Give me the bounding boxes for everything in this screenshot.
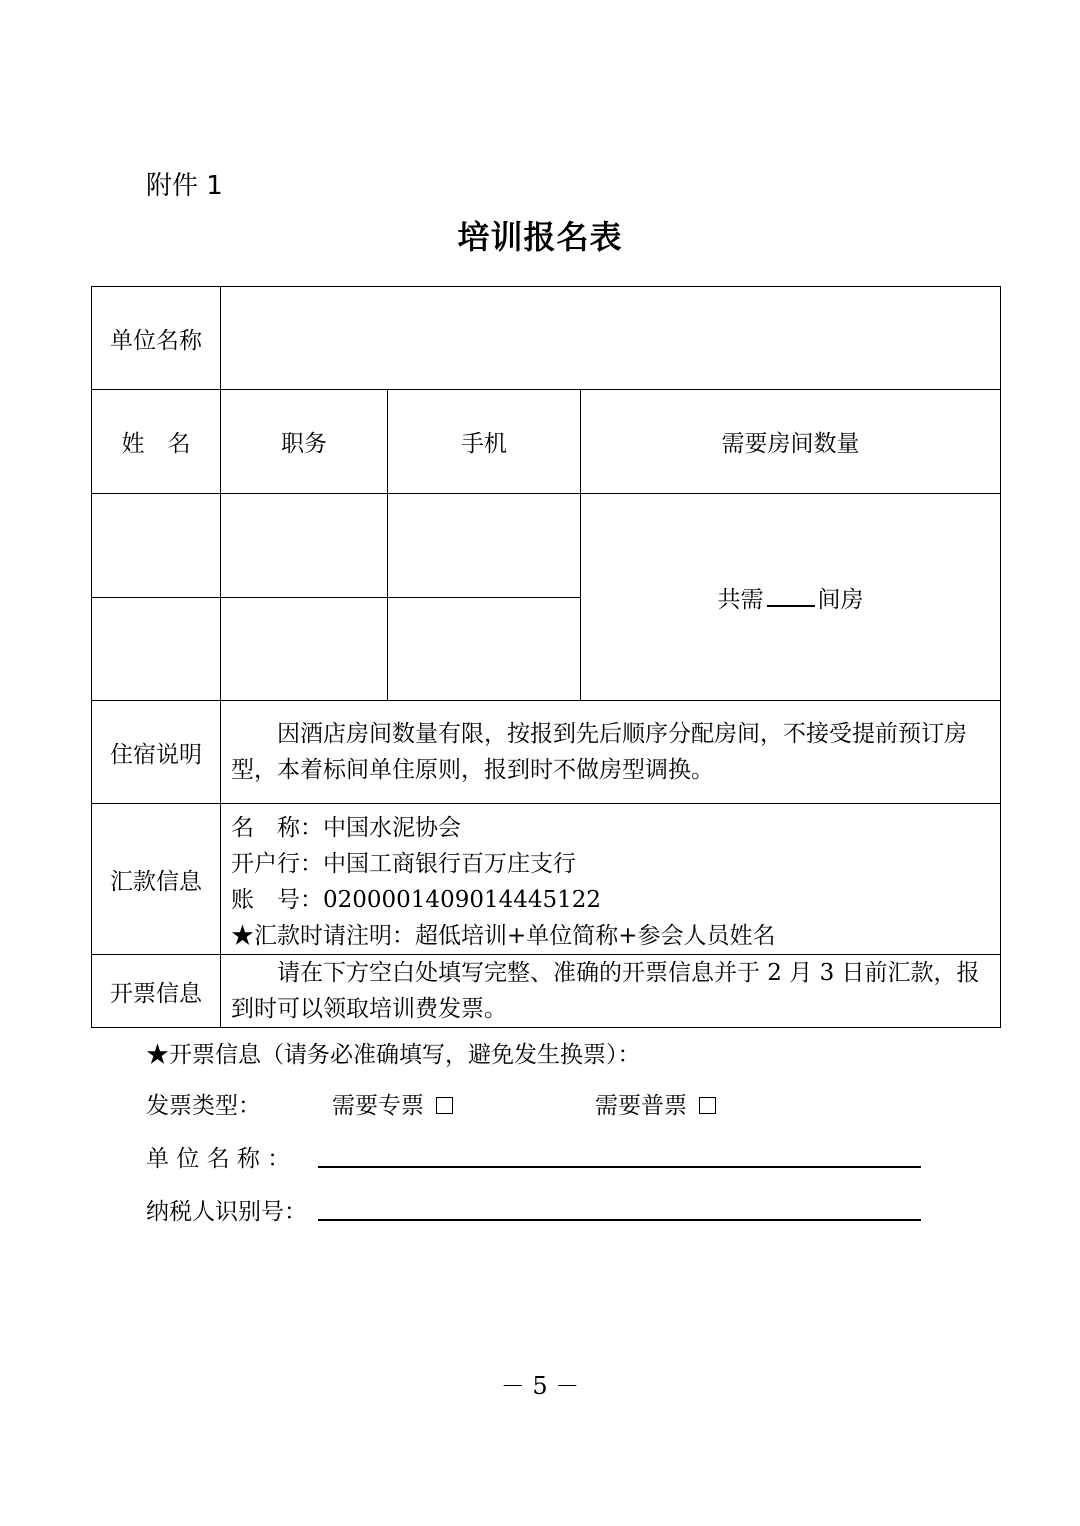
- tax-id-label: 纳税人识别号：: [146, 1199, 307, 1225]
- col-header-position: 职务: [221, 390, 388, 494]
- rooms-suffix: 间房: [817, 586, 864, 613]
- phone-cell-2[interactable]: [388, 598, 581, 701]
- remit-bank: 开户行：中国工商银行百万庄支行: [231, 851, 576, 877]
- remit-note: ★汇款时请注明：超低培训+单位简称+参会人员姓名: [231, 923, 776, 949]
- remit-account-number: 账 号：0200001409014445122: [231, 887, 602, 913]
- rooms-blank-field[interactable]: [767, 583, 815, 607]
- general-invoice-label: 需要普票: [595, 1093, 687, 1119]
- col-header-rooms: 需要房间数量: [581, 390, 1001, 494]
- lodging-label: 住宿说明: [92, 701, 221, 804]
- registration-table: [91, 286, 1001, 1028]
- form-title: 培训报名表: [457, 218, 623, 256]
- general-invoice-checkbox[interactable]: [699, 1097, 716, 1114]
- col-header-name: 姓 名: [92, 390, 221, 494]
- remit-account-name: 名 称：中国水泥协会: [231, 815, 461, 841]
- company-name-label: 单 位 名 称 ：: [146, 1146, 291, 1172]
- remit-info-cell: [221, 804, 1001, 955]
- rooms-prefix: 共需: [717, 586, 764, 613]
- org-name-label: 单位名称: [92, 287, 221, 390]
- col-header-phone: 手机: [388, 390, 581, 494]
- invoice-label: 开票信息: [92, 955, 221, 1028]
- invoice-option-general[interactable]: [595, 1087, 716, 1120]
- org-name-field[interactable]: [221, 287, 1001, 390]
- rooms-count-cell: [581, 494, 1001, 701]
- lodging-text: 因酒店房间数量有限，按报到先后顺序分配房间，不接受提前预订房型，本着标间单住原则，报到时不做房型调换。: [231, 721, 967, 783]
- phone-cell-1[interactable]: [388, 494, 581, 598]
- page-number: － 5 －: [500, 1372, 580, 1400]
- tax-id-field[interactable]: [318, 1219, 921, 1221]
- special-invoice-label: 需要专票: [332, 1093, 424, 1119]
- invoice-type-label: 发票类型：: [146, 1093, 261, 1119]
- invoice-text: 请在下方空白处填写完整、准确的开票信息并于 2 月 3 日前汇款，报到时可以领取培训费发票。: [231, 960, 980, 1022]
- company-name-field[interactable]: [318, 1166, 921, 1168]
- invoice-note: ★开票信息（请务必准确填写，避免发生换票）：: [146, 1042, 641, 1068]
- position-cell-1[interactable]: [221, 494, 388, 598]
- position-cell-2[interactable]: [221, 598, 388, 701]
- special-invoice-checkbox[interactable]: [436, 1097, 453, 1114]
- name-cell-2[interactable]: [92, 598, 221, 701]
- invoice-option-special[interactable]: [332, 1087, 453, 1120]
- remit-label: 汇款信息: [92, 804, 221, 955]
- name-cell-1[interactable]: [92, 494, 221, 598]
- lodging-text-cell: [221, 701, 1001, 804]
- invoice-text-cell: [221, 955, 1001, 1028]
- attachment-label: 附件 1: [146, 171, 223, 201]
